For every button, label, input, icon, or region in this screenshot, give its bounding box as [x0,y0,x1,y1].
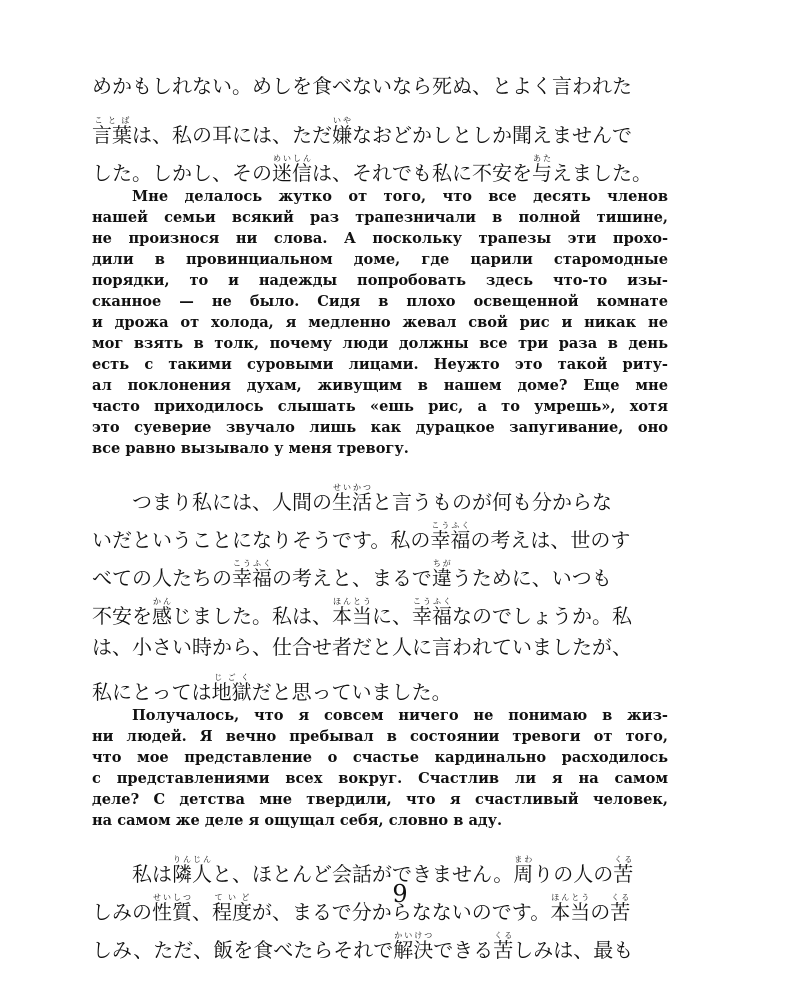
ruby-text-jigoku: じごく [211,673,252,682]
ru-p1-line: не произнося ни слова. А поскольку трапезы эти прохо- [92,230,668,247]
japanese-paragraph-1 [92,64,668,185]
ruby-text-koufuku: こうふく [412,597,452,606]
ru-p1-line: порядки, то и надежды попробовать здесь что-то изы- [92,272,668,289]
jp-p1-line-1-text: めかもしれない。めしを食べないなら死ぬ、とよく言われた [92,74,632,98]
ruby-rinjin: 隣人りんじん [172,855,212,886]
ruby-kuru: 苦くる [613,855,634,886]
ru-p1-line: все равно вызывало у меня тревогу. [92,440,409,457]
ruby-text-iya: いや [332,116,352,125]
ruby-text-hontou: ほんとう [550,893,591,902]
ruby-text-kuru: くる [610,893,631,902]
ru-p1-line: и дрожа от холода, я медленно жевал свой рис и никак не [92,314,668,331]
ruby-teido: 程度ていど [212,893,252,924]
ruby-hontou: 本当ほんとう [332,597,372,628]
jp-p2-line-3 [92,545,668,590]
jp-p2-line-1 [92,469,668,514]
ruby-kotoba: 言葉ことば [92,116,132,147]
ruby-ata: 与あた [532,154,552,185]
ruby-kaiketsu: 解決かいけつ [393,931,434,962]
ruby-text-kan: かん [152,597,172,606]
jp-p1-line-3-text: した。しかし、その迷信めいしんは、それでも私に不安を与あたえました。 [92,154,652,185]
ru-p1-line: есть с такими суровыми лицами. Неужто это такой риту- [92,356,668,373]
ru-p1-line: Мне делалось жутко от того, что все десять членов [132,188,668,205]
ruby-text-kotoba: ことば [92,116,132,125]
jp-p1-line-1 [92,64,668,102]
ru-p1-line: дили в провинциальном доме, где царили старомодные [92,251,668,268]
jp-p3-line-3-text: しみ、ただ、飯を食べたらそれで解決かいけつできる苦くるしみは、最も [92,931,634,962]
jp-p2-line-5 [92,621,668,659]
page-number: 9 [392,880,408,908]
ru-p1-line: это суеверие звучало лишь как дурацкое запугивание, оно [92,419,668,436]
ruby-koufuku: 幸福こうふく [412,597,452,628]
ruby-text-kaiketsu: かいけつ [393,931,434,940]
jp-p2-line-5-text: は、小さい時から、仕合せ者だと人に言われていましたが、 [92,635,632,659]
ruby-kuru: 苦くる [610,893,631,924]
ru-p2-line: ни людей. Я вечно пребывал в состоянии тревоги от того, [92,728,668,745]
japanese-paragraph-2 [92,469,668,704]
ruby-text-rinjin: りんじん [172,855,212,864]
jp-p3-line-1 [92,841,668,886]
ru-p1-line: сканное — не было. Сидя в плохо освещенной комнате [92,293,668,310]
ru-p1-line: часто приходилось слышать «ешь рис, а то умрешь», хотя [92,398,668,415]
ruby-koufuku: 幸福こうふく [232,559,272,590]
jp-p3-line-1-text: 私は隣人りんじんと、ほとんど会話ができません。周まわりの人の苦くる [132,855,634,886]
ruby-seishitsu: 性質せいしつ [152,893,192,924]
jp-p3-line-3 [92,917,668,962]
russian-paragraph-1 [92,186,668,459]
ruby-kan: 感かん [152,597,172,628]
jp-p2-line-1-text: つまり私には、人間の生活せいかつと言うものが何も分からな [132,483,612,514]
jp-p3-line-2-text: しみの性質せいしつ、程度ていどが、まるで分からなないのです。本当ほんとうの苦くる [92,893,631,924]
jp-p2-line-6 [92,659,668,704]
ruby-text-meishin: めいしん [272,154,312,163]
ruby-text-mawa: まわ [513,855,534,864]
ruby-text-koufuku: こうふく [232,559,272,568]
jp-p2-line-2-text: いだということになりそうです。私の幸福こうふくの考えは、世のす [92,521,631,552]
jp-p2-line-4-text: 不安を感かんじました。私は、本当ほんとうに、幸福こうふくなのでしょうか。私 [92,597,632,628]
ruby-text-seishitsu: せいしつ [152,893,192,902]
book-page [92,64,668,963]
ruby-seikatsu: 生活せいかつ [332,483,372,514]
ruby-meishin: 迷信めいしん [272,154,312,185]
jp-p2-line-4 [92,583,668,628]
ru-p2-line: на самом же деле я ощущал себя, словно в аду. [92,812,503,829]
ruby-hontou: 本当ほんとう [550,893,591,924]
ru-p2-line: с представлениями всех вокруг. Счастлив ли я на самом [92,770,668,787]
ru-p2-line: Получалось, что я совсем ничего не понимаю в жиз- [132,707,668,724]
jp-p1-line-3 [92,140,668,185]
russian-paragraph-2 [92,705,668,831]
ruby-koufuku: 幸福こうふく [430,521,471,552]
ruby-chiga: 違ちが [431,559,452,590]
ruby-jigoku: 地獄じごく [211,673,252,704]
ruby-iya: 嫌いや [332,116,352,147]
jp-p1-line-2 [92,102,668,147]
jp-p2-line-2 [92,507,668,552]
jp-p1-line-2-text: 言葉ことばは、私の耳には、ただ嫌いやなおどかしとしか聞えませんで [92,116,632,147]
ru-p2-line: что мое представление о счастье кардинально расходилось [92,749,668,766]
ru-p2-line: деле? С детства мне твердили, что я счастливый человек, [92,791,668,808]
ruby-text-chiga: ちが [431,559,452,568]
ruby-text-hontou: ほんとう [332,597,372,606]
ruby-text-kuru: くる [493,931,514,940]
ru-p1-line: нашей семьи всякий раз трапезничали в полной тишине, [92,209,668,226]
ruby-kuru: 苦くる [493,931,514,962]
ruby-text-kuru: くる [613,855,634,864]
ruby-mawa: 周まわ [513,855,534,886]
jp-p2-line-3-text: べての人たちの幸福こうふくの考えと、まるで違ちがうために、いつも [92,559,612,590]
ru-p1-line: мог взять в толк, почему люди должны все три раза в день [92,335,668,352]
ruby-text-ata: あた [532,154,552,163]
ruby-text-seikatsu: せいかつ [332,483,372,492]
jp-p2-line-6-text: 私にとっては地獄じごくだと思っていました。 [92,673,452,704]
ruby-text-koufuku: こうふく [430,521,471,530]
ru-p1-line: ал поклонения духам, живущим в нашем доме? Еще мне [92,377,668,394]
ruby-text-teido: ていど [212,893,252,902]
